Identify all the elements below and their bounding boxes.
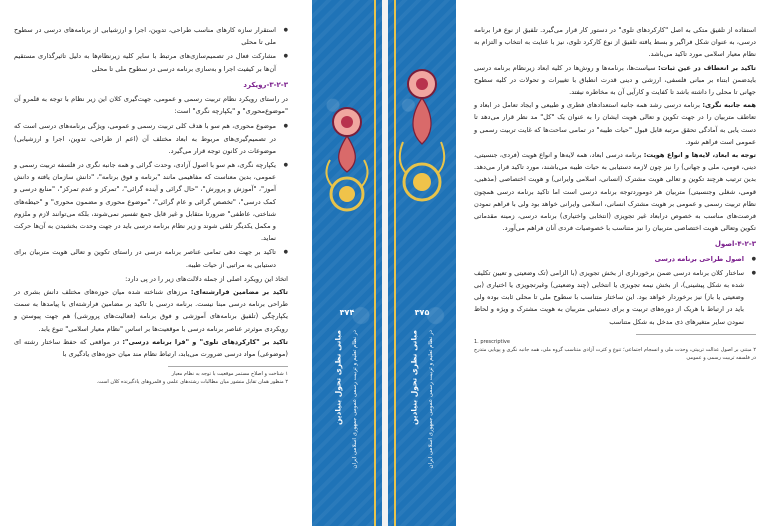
running-subtitle: در نظام تعلیم و تربیت رسمی عمومی جمهوری اسلامی ایران	[352, 330, 358, 469]
list-item: ● مشارکت فعال در تصمیم‌سازی‌های مرتبط با سایر کلیه زیرنظام‌ها به دلیل تاثیرگذاری مستقیم آن‌ها بر کیفیت اجرا و به‌سازی برنامه درسی در سطوح ملی تا محلی	[14, 50, 288, 74]
list-item: ● استقرار سازه کارهای مناسب طراحی، تدوین، اجرا و ارزشیابی از برنامه‌های درسی در سطوح ملی تا محلی	[14, 24, 288, 48]
list-item: ● یکپارچه نگری، هم سو با اصول آزادی، وحدت گرائی و همه جانبه نگری در فلسفه تربیت رسمی و عمومی، بدین معناست که مفاهیمی مانند "برنامه و فوق برنامه"، "دانش سازمان یافته و دانش آموز"، "آموزش و پرورش"، "حال گرائی و آینده گرائی"، "تمرکز و عدم تمرکز"، "منابع درسی و کمک درسی"، "تخصص گرائی و عام گرائی"، "موضوع محوری و مضمون محوری" و "حیطه‌های شناختی، عاطفی" ضرورتا متقابل و غیر قابل جمع تفسیر نمی‌شوند، بلکه می‌توانند لازم و ملزوم و مکمل یکدیگر تلقی شوند و زیر نظام برنامه درسی باید در جهت وحدت بخشیدن به آن‌ها حرکت نماید.	[14, 159, 288, 244]
footnote: ۲ منظور همان تقابل منشور میان مطالبات رشته‌های علمی و قلمروهای یادگیرنده کلان است.	[96, 379, 288, 386]
right-spine-band	[388, 0, 456, 526]
gold-rule	[374, 0, 376, 526]
list-item: ● تاکید بر جهت دهی تمامی عناصر برنامه درسی در راستای تکوین و تعالی هویت متربیان برای دستیابی به مراتبی از حیات طیبه.	[14, 246, 288, 270]
paragraph: تاکید بر "کارکردهای تلوی" و "فرا برنامه درسی": در مواقعی که حفظ ساختار رشته ای (موضوعی) مواد درسی ضرورت می‌یابد، ارتباط نظام مند میان حوزه‌های یادگیری با	[14, 337, 288, 359]
footnote-divider	[636, 334, 756, 335]
running-title: مبانی نظری تحول بنیادین	[409, 330, 419, 426]
left-page	[0, 0, 312, 526]
running-subtitle: در نظام تعلیم و تربیت رسمی عمومی جمهوری اسلامی ایران	[428, 330, 434, 469]
paragraph: تاکید بر انعطاف در عین ثبات: سیاست‌ها، برنامه‌ها و روش‌ها در کلیه ابعاد زیرنظام برنامه درسی بایدضمن ابتناء بر مبانی فلسفی، ارزشی و دینی قدرت انطباق با تغییرات و تحولات در کلیه سطوح جهانی تا محلی را داشته باشد تا کفایت و کارآیی آن به مخاطره نیفتد.	[474, 63, 756, 97]
floral-ornament-icon	[395, 62, 449, 212]
list-item: ● ساختار کلان برنامه درسی ضمن برخورداری از بخش تجویزی (با الزامی (تک وضعیتی و تعیین تکلیف شده به شکل پیشینی)، از بخش نیمه تجویزی یا انتخابی (چند وضعیتی) وغیرتجویزی یا اختیاری (بی وضعیتی یا باز) نیز برخوردار خواهد بود. این ساختار متناسب با سطوح ملی تا محلی ثابت بوده ولی باید در ارتباط با هریک از دوره‌های تربیت و برای دستیابی متربیان به هویت مشترک و ویژه و لحاظ نمودن سایر متغیرهای ذی مدخل به شکل متناسب	[474, 267, 756, 328]
section-intro: در راستای رویکرد نظام تربیت رسمی و عمومی، جهت‌گیری کلان این زیر نظام با توجه به قلمرو آن "موضوع‌محوری" و "یکپارچه نگری" است:	[14, 95, 288, 116]
sub-heading-item: ● اصول طراحی برنامه درسی	[474, 253, 756, 265]
footnote: ۲ مبتنی بر اصول عدالت تربیتی، وحدت ملی و انسجام اجتماعی؛ تنوع و کثرت آزادی متناسب گروه ملی، همه جانبه نگری و پویایی متدرج در فلسفه تربیت رسمی و عمومی	[474, 346, 756, 361]
paragraph: توجه به ابعاد، لایه‌ها و انواع هویت: برنامه درسی ابعاد، همه لایه‌ها و انواع هویت (فردی، جنسیتی، دینی، قومی، ملی و جهانی) را نیز چون لازمه دستیابی به حیات طیبه می‌باشند، مورد تاکید قرار می‌دهد. بدین ترتیب هرچند تکوین و تعالی هویت مشترک (انسانی، اسلامی وایرانی) و هویت اختصاصی (مذهبی، قومی، شغلی وجنسیتی) متربیان هر دوموردتوجه برنامه درسی است اما تاکید برنامه درسی همچون نظام تربیت رسمی و عمومی بر هویت مشترک انسانی، اسلامی وایرانی خواهد بود ولی با فراهم نمودن فرصت‌های مناسب به خصوص درابعاد غیر تجویزی (انتخابی واختیاری) برنامه درسی، زمینه مقدماتی تکوین وتعالی هویت اختصاصی متربیان را نیز متناسب با خصوصیات فردی آنان فراهم می‌آورد.	[474, 151, 756, 233]
floral-ornament-icon	[320, 100, 374, 220]
footnote-divider	[168, 366, 288, 367]
paragraph: تاکید بر مضامین فرارشته‌ای: مرزهای شناخته شده میان حوزه‌های مختلف دانش بشری در طراحی برنامه درسی مبنا نیست. برنامه درسی با تاکید بر مضامین فرارشته‌ای با پیامدها به سمت یکپارچگی (تلفیق برنامه‌های آموزشی و فوق برنامه (فعالیت‌های پرورشی) هم جهت پیوستن و رویکردی موثرتر عناصر برنامه درسی با موقعیت‌ها بر اساس "نظام معیار اسلامی" تنوع یابد.	[14, 288, 288, 333]
page-number: ۳۷۵	[414, 308, 430, 317]
footnote: 1. prescriptive	[474, 338, 510, 345]
right-page	[456, 0, 768, 526]
paragraph: همه جانبه نگری: برنامه درسی رشد همه جانبه استعدادهای فطری و طبیعی و ایجاد تعامل در ابعاد و تعاطف متربیان را در جهت تکوین و تعالی هویت ایشان را به عنوان یک "کل" مد نظر قرار می‌دهد تا دست یابی به آمادگی تحقق مرتبه قابل قبول "حیات طیبه" در تمامی ساحت‌ها که غایت تربیت رسمی و عمومی است فراهم شود.	[474, 101, 756, 146]
page-number: ۳۷۴	[339, 308, 355, 317]
section-heading: ۴-۲-۳-اصول	[714, 240, 756, 249]
left-spine-band	[312, 0, 382, 526]
footnote: ۱ شناخت و اصلاح مستمر موقعیت با توجه به نظام معیار	[171, 371, 288, 378]
intro-paragraph: استفاده از تلفیق متکی به اصل "کارکردهای تلوی" در دستور کار قرار می‌گیرد. تلفیق از نوع فرا برنامه درسی، به عنوان شکل فراگیر و بسط یافته تلفیق از نوع کارکرد تلوی، نیز با عنایت به انتخاب و التزام به نظام معیار اسلامی مورد تاکید می‌باشد.	[474, 26, 756, 59]
running-title: مبانی نظری تحول بنیادین	[333, 330, 343, 426]
section-heading: ۳-۲-۳-رویکرد	[243, 80, 288, 89]
approach-intro: اتخاذ این رویکرد اصلی از جمله دلالت‌های زیر را در پی دارد:	[125, 274, 288, 283]
list-item: ● موضوع محوری، هم سو با هدف کلی تربیت رسمی و عمومی، ویژگی برنامه‌های درسی است که در تصمیم‌گیری‌های مربوط به ابعاد مختلف آن (اعم از طراحی، تدوین، اجرا و ارزشیابی) موضوعات در کانون توجه قرار می‌گیرد.	[14, 120, 288, 157]
